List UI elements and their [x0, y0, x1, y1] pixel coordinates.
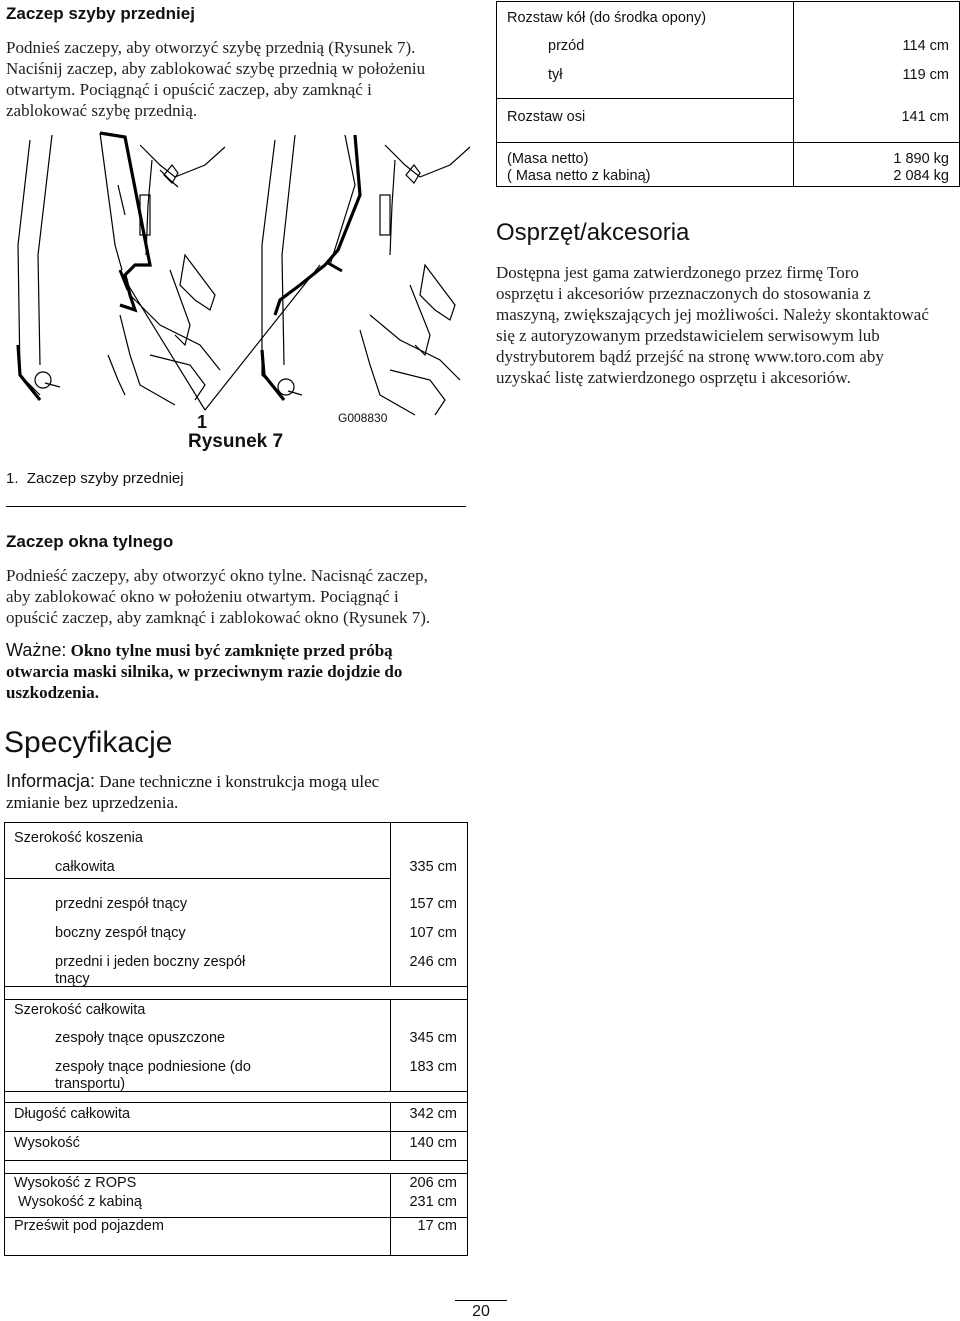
wheelbase-value: 141 cm — [901, 109, 949, 125]
text-line: tnący — [55, 971, 90, 987]
table-divider — [390, 999, 391, 1091]
text-line: otwartym. Pociągnąć i opuścić zaczep, aby zamknąć i — [6, 80, 372, 99]
windshield-latch-title: Zaczep szyby przedniej — [6, 4, 195, 23]
table-rule — [497, 142, 959, 143]
figure-callout-number: 1 — [197, 412, 208, 432]
table-divider — [793, 2, 794, 142]
table-rule — [5, 999, 467, 1000]
height-value: 140 cm — [409, 1135, 457, 1151]
table-rule — [5, 1160, 467, 1161]
spec-row-name: przedni zespół tnący — [55, 896, 188, 912]
rear-label: tył — [548, 67, 563, 83]
spec-row-value: 107 cm — [409, 925, 457, 941]
figure-legend: 1. Zaczep szyby przedniej — [6, 470, 184, 487]
cutting-width-label: Szerokość koszenia — [14, 830, 143, 846]
table-divider — [390, 1173, 391, 1255]
front-value: 114 cm — [902, 38, 949, 54]
page-number-rule — [455, 1300, 507, 1301]
specs-table-continued — [496, 1, 960, 187]
important-note — [6, 640, 476, 703]
table-divider — [390, 823, 391, 986]
text-line: Dostępna jest gama zatwierdzonego przez firmę Toro — [496, 263, 859, 282]
spec-row-value: 157 cm — [409, 896, 457, 912]
net-weight-label: (Masa netto) — [507, 151, 589, 167]
text-line: osprzętu i akcesoriów przeznaczonych do stosowania z — [496, 284, 871, 303]
spec-row-value: 183 cm — [409, 1059, 457, 1075]
text-line: dystrybutorem bądź przejść na stronę www.toro.com aby — [496, 347, 884, 366]
spec-row-name: zespoły tnące opuszczone — [55, 1030, 226, 1046]
table-rule — [5, 878, 390, 879]
net-weight-cab-label: ( Masa netto z kabiną) — [507, 168, 651, 184]
height-rops-value: 206 cm — [409, 1175, 457, 1191]
spec-row-name — [55, 1059, 251, 1093]
text-line: opuścić zaczep, aby zamknąć i zablokować okno (Rysunek 7). — [6, 608, 431, 627]
text-line: Naciśnij zaczep, aby zablokować szybę przednią w położeniu — [6, 59, 426, 78]
clearance-label: Prześwit pod pojazdem — [14, 1218, 164, 1234]
figure-code: G008830 — [338, 411, 388, 425]
spec-row-name: całkowita — [55, 859, 115, 875]
overall-width-label: Szerokość całkowita — [14, 1002, 146, 1018]
clearance-value: 17 cm — [417, 1218, 457, 1234]
text-line: Dane techniczne i konstrukcja mogą ulec — [99, 772, 380, 791]
accessories-title: Osprzęt/akcesoria — [496, 219, 690, 246]
net-weight-value: 1 890 kg — [893, 151, 949, 167]
important-label: Ważne: — [6, 640, 67, 660]
wheelbase-label: Rozstaw osi — [507, 109, 586, 125]
rear-window-latch-title: Zaczep okna tylnego — [6, 532, 174, 551]
text-line: przedni i jeden boczny zespół — [55, 954, 246, 970]
height-rops-label: Wysokość z ROPS — [14, 1175, 137, 1191]
text-line: transportu) — [55, 1076, 126, 1092]
info-label: Informacja: — [6, 771, 96, 791]
height-cab-value: 231 cm — [409, 1194, 457, 1210]
rear-window-latch-text — [6, 565, 476, 628]
track-label: Rozstaw kół (do środka opony) — [507, 10, 707, 26]
figure-7-illustration — [0, 125, 480, 435]
text-line: aby zablokować okno w położeniu otwartym. Pociągnąć i — [6, 587, 399, 606]
length-label: Długość całkowita — [14, 1106, 131, 1122]
spec-row-value: 335 cm — [409, 859, 457, 875]
spec-row-name — [55, 954, 245, 988]
rear-value: 119 cm — [902, 67, 949, 83]
text-line: zablokować szybę przednią. — [6, 101, 198, 120]
table-rule — [5, 1102, 467, 1103]
front-label: przód — [548, 38, 585, 54]
table-rule — [5, 1173, 467, 1174]
specs-table — [4, 822, 468, 1256]
specs-title: Specyfikacje — [4, 726, 173, 759]
height-cab-label: Wysokość z kabiną — [14, 1194, 143, 1210]
text-line: zespoły tnące podniesione (do — [55, 1059, 251, 1075]
text-line: uzyskać listę zatwierdzonego osprzętu i akcesoriów. — [496, 368, 851, 387]
windshield-latch-text — [6, 37, 476, 121]
text-line: się z autoryzowanym przedstawicielem serwisowym lub — [496, 326, 880, 345]
text-line: otwarcia maski silnika, w przeciwnym razie dojdzie do — [6, 662, 403, 681]
net-weight-cab-value: 2 084 kg — [893, 168, 949, 184]
text-line: uszkodzenia. — [6, 683, 100, 702]
length-value: 342 cm — [409, 1106, 457, 1122]
page-number: 20 — [472, 1303, 490, 1320]
height-label: Wysokość — [14, 1135, 80, 1151]
accessories-text — [496, 262, 958, 388]
section-divider — [6, 506, 466, 507]
text-line: maszyną, zwiększających jej możliwości. Należy skontaktować — [496, 305, 929, 324]
specs-info-note — [6, 771, 476, 813]
spec-row-value: 345 cm — [409, 1030, 457, 1046]
table-divider — [793, 142, 794, 186]
text-line: zmianie bez uprzedzenia. — [6, 793, 179, 812]
table-rule — [5, 1131, 467, 1132]
table-rule — [497, 98, 793, 99]
text-line: Podnieść zaczepy, aby otworzyć okno tylne. Nacisnąć zaczep, — [6, 566, 428, 585]
text-line: Podnieś zaczepy, aby otworzyć szybę przednią (Rysunek 7). — [6, 38, 416, 57]
spec-row-name: boczny zespół tnący — [55, 925, 186, 941]
figure-caption: Rysunek 7 — [188, 431, 284, 452]
text-line: Okno tylne musi być zamknięte przed próbą — [70, 641, 393, 660]
spec-row-value: 246 cm — [409, 954, 457, 970]
